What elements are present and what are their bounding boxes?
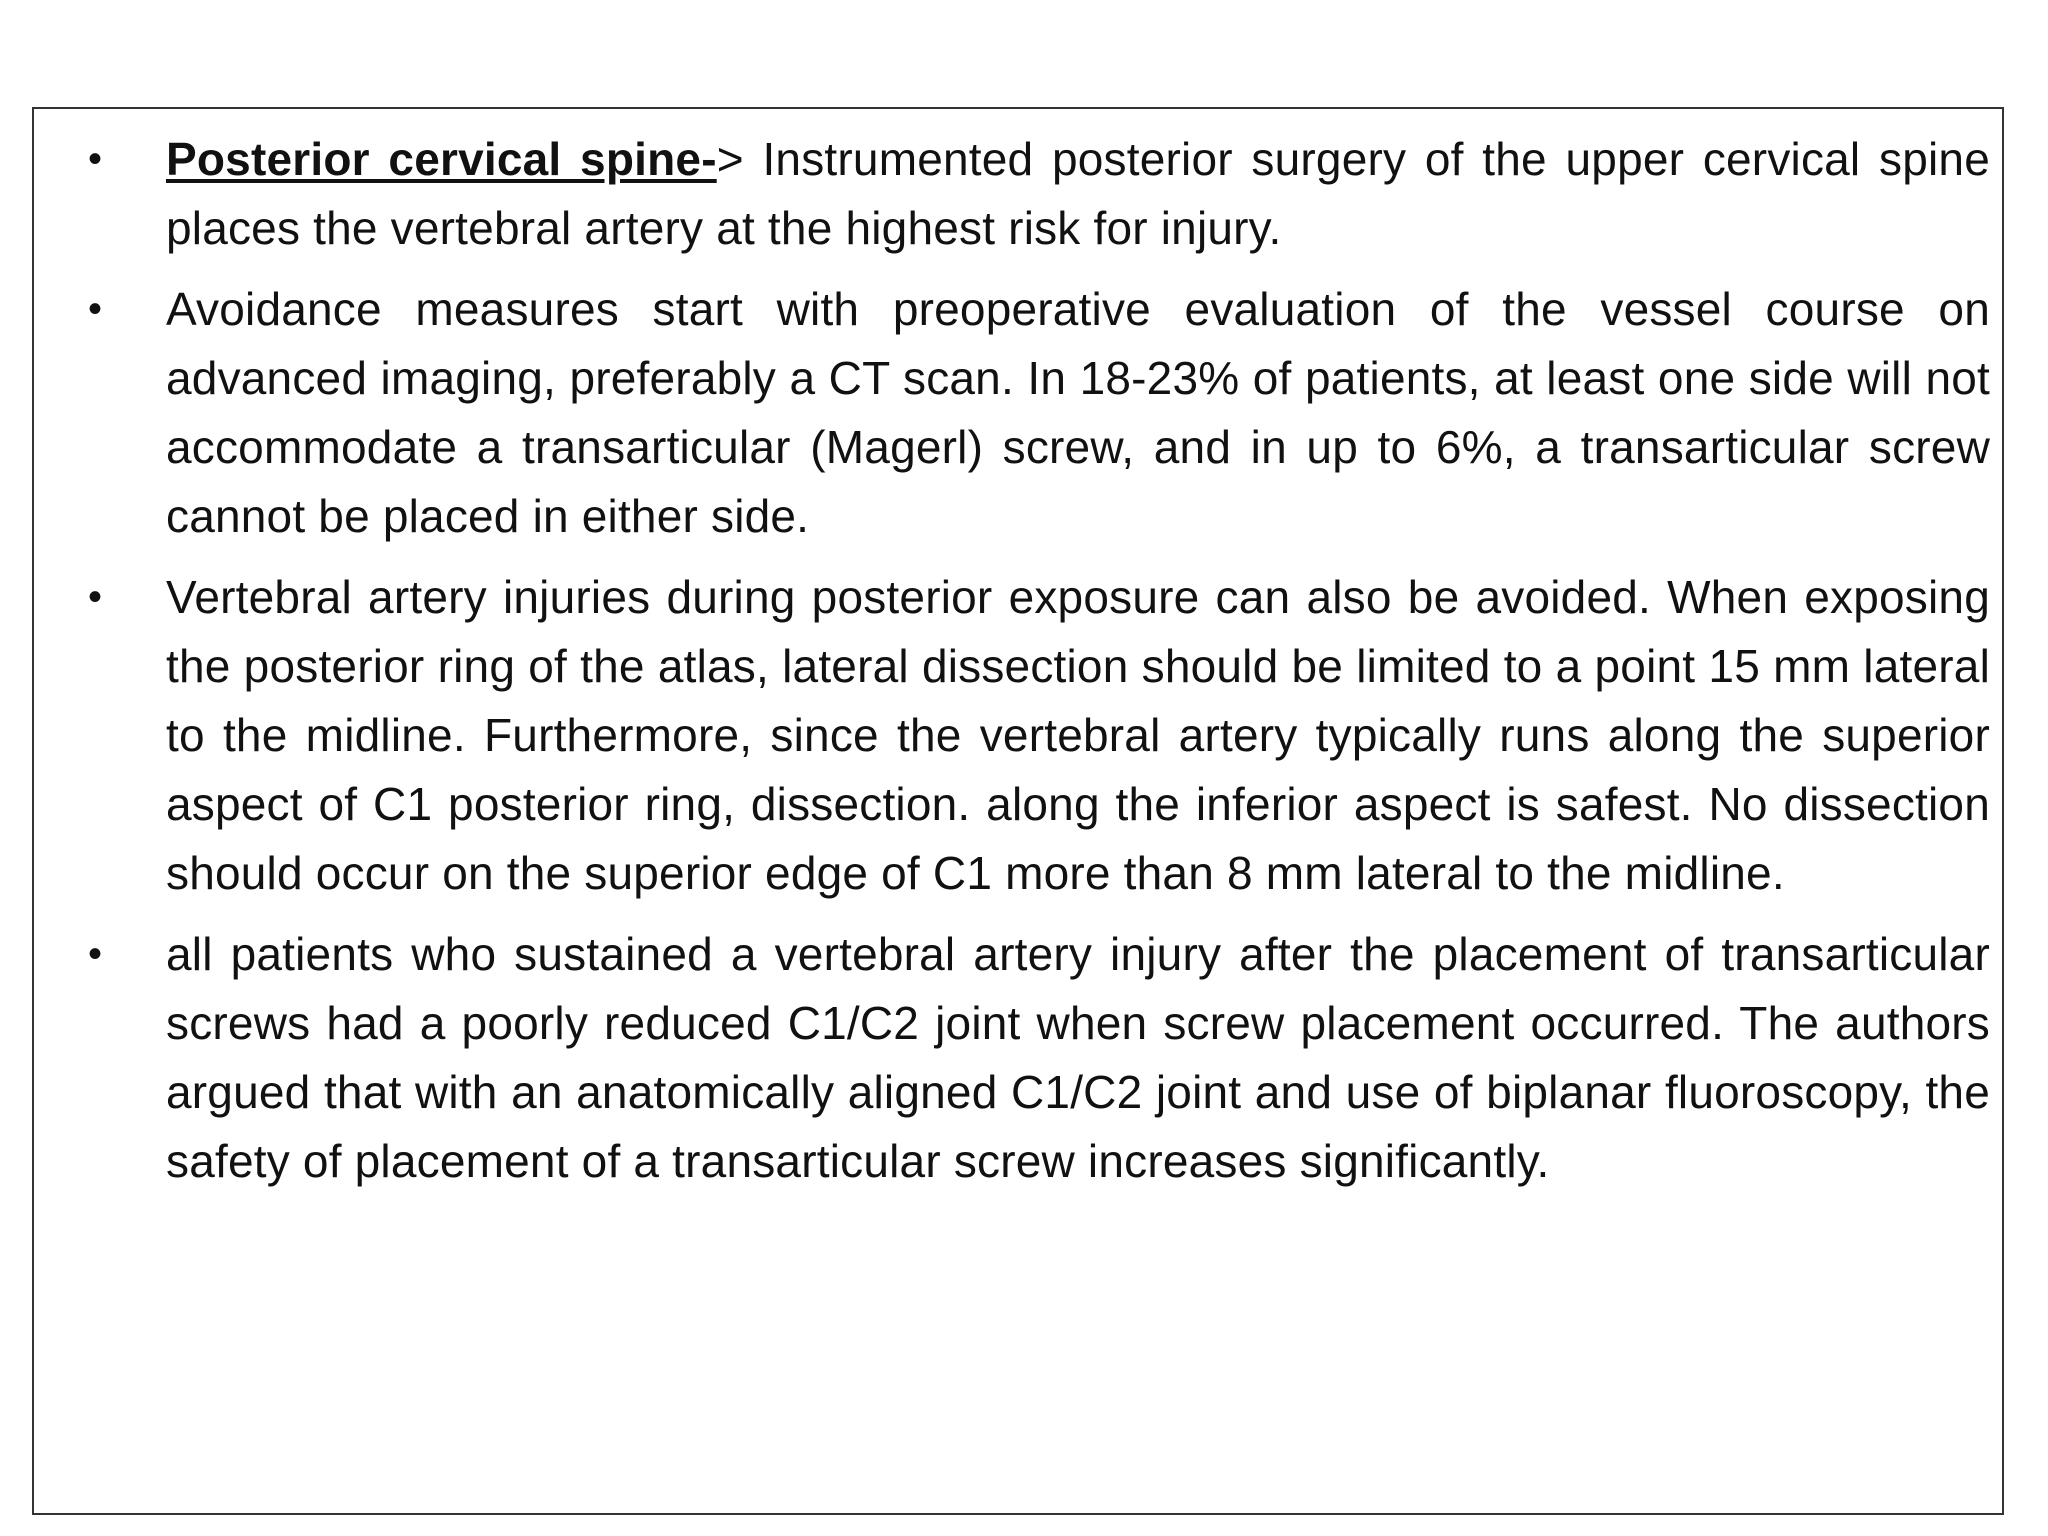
bullet-list — [70, 125, 1990, 1208]
bullet-dot: • — [88, 137, 103, 181]
bullet-item-posterior-cervical-spine — [70, 125, 1990, 263]
bullet-text: Avoidance measures start with preoperative evaluation of the vessel course on advanced imaging, preferably a CT scan. In 18-23% of patients, at least one side will not accommodate a transarticular (Magerl) screw, and in up to 6%, a transarticular screw cannot be placed in either side. — [166, 283, 1990, 542]
bullet-dot: • — [88, 575, 103, 619]
bullet-item-posterior-exposure — [70, 563, 1990, 908]
bullet-heading-posterior-cervical-spine: Posterior cervical spine- — [166, 133, 717, 185]
slide-content-frame — [32, 107, 2004, 1515]
bullet-dot: • — [88, 932, 103, 976]
bullet-dot: • — [88, 287, 103, 331]
bullet-item-avoidance-measures — [70, 275, 1990, 551]
bullet-text: all patients who sustained a vertebral artery injury after the placement of transarticular screws had a poorly reduced C1/C2 joint when screw placement occurred. The authors argued that with an anatomically aligned C1/C2 joint and use of biplanar fluoroscopy, the safety of placement of a transarticular screw increases significantly. — [166, 928, 1990, 1187]
bullet-text: > Instrumented posterior surgery of the upper cervical spine places the vertebral artery at the highest risk for injury. — [166, 133, 1990, 254]
bullet-text: Vertebral artery injuries during posterior exposure can also be avoided. When exposing the posterior ring of the atlas, lateral dissection should be limited to a point 15 mm lateral to the midline. Furthermore, since the vertebral artery typically runs along the superior aspect of C1 posterior ring, dissection. along the inferior aspect is safest. No dissection should occur on the superior edge of C1 more than 8 mm lateral to the midline. — [166, 571, 1990, 899]
bullet-item-transarticular-screws — [70, 920, 1990, 1196]
